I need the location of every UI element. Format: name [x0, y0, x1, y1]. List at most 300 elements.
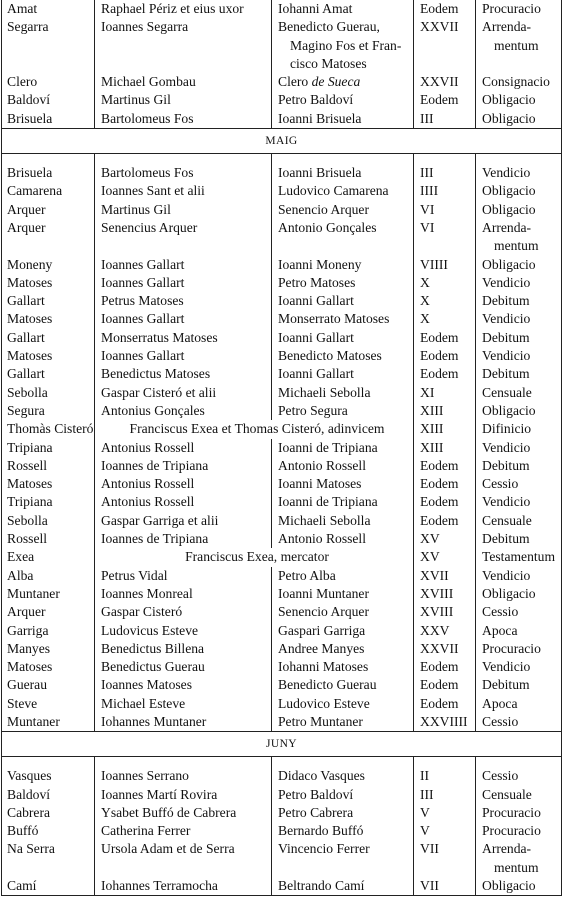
act-type-text-line2: mentum [494, 37, 539, 53]
grantor-cell: Iohannes Muntaner [95, 713, 272, 732]
grantor-cell: Ludovicus Esteve [95, 622, 272, 640]
act-type-text: Debitum [482, 293, 530, 309]
table-row [2, 475, 562, 493]
table-row [2, 420, 562, 438]
table-row [2, 384, 562, 402]
act-type-cell [476, 384, 562, 402]
act-type-cell [476, 402, 562, 420]
act-type-cell [476, 585, 562, 603]
table-row [2, 457, 562, 475]
grantor-cell: Gaspar Garriga et alii [95, 512, 272, 530]
act-type-cell [476, 695, 562, 713]
surname-cell: Segura [2, 402, 95, 420]
day-cell: II [414, 767, 476, 785]
spacer-cell [95, 757, 272, 768]
act-type-cell [476, 512, 562, 530]
day-cell: Eodem [414, 475, 476, 493]
table-row [2, 91, 562, 109]
recipient-cell [272, 347, 414, 365]
recipient-text: Ludovico Camarena [278, 183, 389, 199]
act-type-text: Procuracio [482, 804, 541, 820]
table-row [2, 622, 562, 640]
grantor-cell: Martinus Gil [95, 91, 272, 109]
surname-cell: Muntaner [2, 585, 95, 603]
table-row [2, 439, 562, 457]
day-cell: XXVII [414, 18, 476, 73]
table-row [2, 164, 562, 182]
grantor-cell: Antonius Gonçales [95, 402, 272, 420]
act-type-text: Obligacio [482, 92, 536, 108]
register-document [1, 0, 561, 896]
recipient-cell [272, 512, 414, 530]
grantor-cell: Benedictus Guerau [95, 658, 272, 676]
grantor-cell: Raphael Périz et eius uxor [95, 0, 272, 18]
act-type-text: Vendicio [482, 659, 531, 675]
grantor-cell: Ioannes de Tripiana [95, 530, 272, 548]
act-type-text: Obligacio [482, 585, 536, 601]
recipient-cell [272, 310, 414, 328]
recipient-cell [272, 713, 414, 732]
surname-cell: Thomàs Cisteró [2, 420, 95, 438]
act-type-text: Cessio [482, 713, 519, 729]
table-row [2, 0, 562, 18]
act-type-cell [476, 548, 562, 566]
surname-cell: Sebolla [2, 512, 95, 530]
act-type-cell [476, 493, 562, 511]
act-type-text: Censuale [482, 512, 532, 528]
act-type-text: Debitum [482, 457, 530, 473]
table-row [2, 110, 562, 129]
day-cell: XVII [414, 567, 476, 585]
recipient-cell [272, 0, 414, 18]
day-cell: IIII [414, 182, 476, 200]
day-cell: VI [414, 219, 476, 256]
act-type-text: Vendicio [482, 348, 531, 364]
recipient-text: Vincencio Ferrer [278, 841, 370, 857]
recipient-cell [272, 182, 414, 200]
day-cell: XXVII [414, 640, 476, 658]
parties-cell: Franciscus Exea, mercator [95, 548, 414, 566]
recipient-cell [272, 439, 414, 457]
grantor-cell: Monserratus Matoses [95, 329, 272, 347]
act-type-cell [476, 457, 562, 475]
day-cell: III [414, 786, 476, 804]
grantor-cell: Ioannes Serrano [95, 767, 272, 785]
day-cell: XXVII [414, 73, 476, 91]
table-row [2, 640, 562, 658]
section-heading: JUNY [2, 732, 562, 757]
table-row [2, 274, 562, 292]
surname-cell: Camarena [2, 182, 95, 200]
recipient-text: Senencio Arquer [278, 604, 369, 620]
day-cell: XV [414, 548, 476, 566]
grantor-cell: Ioannes de Tripiana [95, 457, 272, 475]
surname-cell: Matoses [2, 310, 95, 328]
recipient-cell [272, 274, 414, 292]
recipient-cell [272, 457, 414, 475]
grantor-cell: Petrus Matoses [95, 292, 272, 310]
recipient-text: Antonio Gonçales [278, 219, 377, 235]
recipient-cell [272, 493, 414, 511]
day-cell: VII [414, 877, 476, 896]
surname-cell: Matoses [2, 347, 95, 365]
table-row [2, 676, 562, 694]
recipient-text: Ioanni de Tripiana [278, 439, 378, 455]
day-cell: Eodem [414, 695, 476, 713]
act-type-cell [476, 256, 562, 274]
recipient-text: Ioanni Matoses [278, 476, 362, 492]
day-cell: XXV [414, 622, 476, 640]
section-spacer [2, 154, 562, 165]
act-type-text: Arrenda- [482, 841, 532, 857]
recipient-cell [272, 110, 414, 129]
spacer-cell [2, 757, 95, 768]
act-type-text: Obligacio [482, 402, 536, 418]
recipient-cell [272, 786, 414, 804]
act-type-text: Cessio [482, 604, 519, 620]
section-spacer [2, 757, 562, 768]
table-row [2, 73, 562, 91]
act-type-text: Cessio [482, 768, 519, 784]
surname-cell: Moneny [2, 256, 95, 274]
recipient-text: Gaspari Garriga [278, 622, 366, 638]
recipient-text: Petro Baldoví [278, 92, 354, 108]
grantor-cell: Ioannes Sant et alii [95, 182, 272, 200]
recipient-cell [272, 201, 414, 219]
surname-cell: Buffó [2, 822, 95, 840]
grantor-cell: Antonius Rossell [95, 475, 272, 493]
grantor-cell: Iohannes Terramocha [95, 877, 272, 896]
surname-cell: Tripiana [2, 439, 95, 457]
act-type-text: Vendicio [482, 165, 531, 181]
act-type-text: Censuale [482, 786, 532, 802]
recipient-text: Petro Segura [278, 402, 348, 418]
recipient-cell [272, 804, 414, 822]
spacer-cell [95, 154, 272, 165]
act-type-text: Vendicio [482, 567, 531, 583]
act-type-text: Debitum [482, 531, 530, 547]
recipient-text: Ioanni Moneny [278, 256, 362, 272]
day-cell: Eodem [414, 347, 476, 365]
act-type-cell [476, 365, 562, 383]
table-row [2, 658, 562, 676]
table-row [2, 548, 562, 566]
grantor-cell: Gaspar Cisteró et alii [95, 384, 272, 402]
recipient-cell [272, 658, 414, 676]
recipient-cell [272, 840, 414, 877]
surname-cell: Amat [2, 0, 95, 18]
act-type-text: Vendicio [482, 274, 531, 290]
recipient-cell [272, 676, 414, 694]
recipient-cell [272, 603, 414, 621]
table-row [2, 840, 562, 877]
recipient-cell [272, 475, 414, 493]
recipient-text: Benedicto Guerau, [278, 19, 380, 35]
recipient-cell [272, 877, 414, 896]
recipient-cell [272, 402, 414, 420]
grantor-cell: Senencius Arquer [95, 219, 272, 256]
spacer-cell [272, 757, 414, 768]
recipient-cell [272, 585, 414, 603]
grantor-cell: Catherina Ferrer [95, 822, 272, 840]
table-row [2, 530, 562, 548]
surname-cell: Guerau [2, 676, 95, 694]
surname-cell: Gallart [2, 365, 95, 383]
act-type-text: Obligacio [482, 183, 536, 199]
section-heading-row [2, 129, 562, 154]
act-type-text: Obligacio [482, 110, 536, 126]
grantor-cell: Ioannes Monreal [95, 585, 272, 603]
recipient-text: Clero [278, 74, 312, 90]
recipient-cell [272, 91, 414, 109]
recipient-cell [272, 329, 414, 347]
act-type-text: Vendicio [482, 311, 531, 327]
grantor-cell: Ioannes Martí Rovira [95, 786, 272, 804]
day-cell: Eodem [414, 512, 476, 530]
surname-cell: Alba [2, 567, 95, 585]
day-cell: XI [414, 384, 476, 402]
day-cell: Eodem [414, 457, 476, 475]
recipient-text: Petro Matoses [278, 274, 356, 290]
act-type-cell [476, 329, 562, 347]
act-type-cell [476, 658, 562, 676]
day-cell: Eodem [414, 365, 476, 383]
grantor-cell: Antonius Rossell [95, 439, 272, 457]
recipient-text: Ioanni Brisuela [278, 165, 362, 181]
act-type-cell [476, 201, 562, 219]
surname-cell: Gallart [2, 329, 95, 347]
surname-cell: Brisuela [2, 110, 95, 129]
surname-cell: Gallart [2, 292, 95, 310]
spacer-cell [272, 154, 414, 165]
grantor-cell: Benedictus Billena [95, 640, 272, 658]
act-type-text: Procuracio [482, 823, 541, 839]
recipient-cell [272, 622, 414, 640]
act-type-cell [476, 292, 562, 310]
surname-cell: Clero [2, 73, 95, 91]
day-cell: XIII [414, 439, 476, 457]
surname-cell: Baldoví [2, 786, 95, 804]
act-type-text-line2: mentum [494, 859, 539, 875]
table-row [2, 695, 562, 713]
surname-cell: Rossell [2, 457, 95, 475]
grantor-cell: Ioannes Gallart [95, 256, 272, 274]
recipient-text-line3: cisco Matoses [290, 55, 367, 71]
act-type-cell [476, 164, 562, 182]
surname-cell: Na Serra [2, 840, 95, 877]
table-row [2, 585, 562, 603]
act-type-text: Apoca [482, 695, 518, 711]
recipient-text: Petro Alba [278, 567, 336, 583]
table-row [2, 786, 562, 804]
act-type-text: Debitum [482, 677, 530, 693]
grantor-cell: Petrus Vidal [95, 567, 272, 585]
recipient-text: Ioanni de Tripiana [278, 494, 378, 510]
day-cell: Eodem [414, 658, 476, 676]
act-type-cell [476, 822, 562, 840]
act-type-cell [476, 622, 562, 640]
act-type-cell [476, 767, 562, 785]
day-cell: XVIII [414, 585, 476, 603]
table-row [2, 256, 562, 274]
surname-cell: Muntaner [2, 713, 95, 732]
surname-cell: Vasques [2, 767, 95, 785]
surname-cell: Arquer [2, 219, 95, 256]
surname-cell: Garriga [2, 622, 95, 640]
surname-cell: Tripiana [2, 493, 95, 511]
act-type-cell [476, 219, 562, 256]
act-type-cell [476, 91, 562, 109]
table-row [2, 804, 562, 822]
parties-cell: Franciscus Exea et Thomas Cisteró, adinvicem [95, 420, 414, 438]
act-type-text: Censuale [482, 384, 532, 400]
table-row [2, 182, 562, 200]
recipient-cell [272, 292, 414, 310]
table-row [2, 292, 562, 310]
recipient-text: Michaeli Sebolla [278, 512, 371, 528]
act-type-cell [476, 0, 562, 18]
day-cell: Eodem [414, 91, 476, 109]
recipient-text: Iohanni Amat [278, 1, 353, 16]
recipient-cell [272, 822, 414, 840]
recipient-cell [272, 567, 414, 585]
act-type-cell [476, 676, 562, 694]
day-cell: X [414, 292, 476, 310]
surname-cell: Steve [2, 695, 95, 713]
act-type-cell [476, 110, 562, 129]
recipient-text: Didaco Vasques [278, 768, 365, 784]
act-type-text: Vendicio [482, 494, 531, 510]
act-type-text: Testamentum [482, 549, 556, 565]
recipient-text: Beltrando Camí [278, 878, 365, 894]
table-row [2, 822, 562, 840]
recipient-text: Andree Manyes [278, 640, 365, 656]
recipient-text: Benedicto Guerau [278, 677, 377, 693]
recipient-text: Antonio Rossell [278, 531, 366, 547]
act-type-text: Difinicio [482, 421, 532, 437]
day-cell: VI [414, 201, 476, 219]
recipient-text: Ludovico Esteve [278, 695, 370, 711]
spacer-cell [414, 757, 476, 768]
act-type-text: Consignacio [482, 74, 550, 90]
recipient-text: Petro Cabrera [278, 804, 354, 820]
act-type-cell [476, 877, 562, 896]
act-type-cell [476, 530, 562, 548]
day-cell: Eodem [414, 676, 476, 694]
grantor-cell: Benedictus Matoses [95, 365, 272, 383]
act-type-text: Procuracio [482, 640, 541, 656]
table-row [2, 365, 562, 383]
recipient-cell [272, 695, 414, 713]
day-cell: XVIII [414, 603, 476, 621]
day-cell: XIII [414, 420, 476, 438]
surname-cell: Arquer [2, 201, 95, 219]
recipient-cell [272, 256, 414, 274]
recipient-text: Petro Baldoví [278, 786, 354, 802]
table-row [2, 402, 562, 420]
day-cell: III [414, 110, 476, 129]
grantor-cell: Martinus Gil [95, 201, 272, 219]
surname-cell: Exea [2, 548, 95, 566]
recipient-text: Ioanni Gallart [278, 293, 354, 309]
act-type-cell [476, 439, 562, 457]
grantor-cell: Ioannes Gallart [95, 274, 272, 292]
day-cell: X [414, 310, 476, 328]
act-type-text: Procuracio [482, 1, 541, 16]
grantor-cell: Michael Esteve [95, 695, 272, 713]
act-type-cell [476, 310, 562, 328]
recipient-cell [272, 640, 414, 658]
recipient-text: Bernardo Buffó [278, 823, 364, 839]
act-type-cell [476, 804, 562, 822]
grantor-cell: Bartolomeus Fos [95, 164, 272, 182]
recipient-cell [272, 530, 414, 548]
register-table [1, 0, 562, 896]
recipient-cell [272, 164, 414, 182]
surname-cell: Arquer [2, 603, 95, 621]
recipient-text: Ioanni Muntaner [278, 585, 369, 601]
table-row [2, 201, 562, 219]
recipient-text-line2: Magino Fos et Fran- [290, 37, 402, 53]
grantor-cell: Antonius Rossell [95, 493, 272, 511]
day-cell: Eodem [414, 0, 476, 18]
act-type-cell [476, 274, 562, 292]
table-row [2, 329, 562, 347]
recipient-text: Benedicto Matoses [278, 348, 382, 364]
act-type-text: Obligacio [482, 256, 536, 272]
recipient-cell [272, 18, 414, 73]
surname-cell: Matoses [2, 475, 95, 493]
grantor-cell: Ioannes Segarra [95, 18, 272, 73]
day-cell: V [414, 822, 476, 840]
grantor-cell: Ysabet Buffó de Cabrera [95, 804, 272, 822]
day-cell: Eodem [414, 329, 476, 347]
act-type-cell [476, 567, 562, 585]
day-cell: X [414, 274, 476, 292]
act-type-cell [476, 603, 562, 621]
surname-cell: Matoses [2, 274, 95, 292]
recipient-cell [272, 219, 414, 256]
day-cell: XIII [414, 402, 476, 420]
spacer-cell [476, 154, 562, 165]
recipient-text: Ioanni Gallart [278, 329, 354, 345]
recipient-cell [272, 384, 414, 402]
act-type-text: Arrenda- [482, 219, 532, 235]
day-cell: VIIII [414, 256, 476, 274]
act-type-cell [476, 786, 562, 804]
recipient-cell [272, 767, 414, 785]
table-row [2, 603, 562, 621]
surname-cell: Camí [2, 877, 95, 896]
act-type-cell [476, 420, 562, 438]
recipient-text: Petro Muntaner [278, 713, 363, 729]
recipient-text: Ioanni Gallart [278, 366, 354, 382]
surname-cell: Cabrera [2, 804, 95, 822]
grantor-cell: Bartolomeus Fos [95, 110, 272, 129]
grantor-cell: Ioannes Gallart [95, 347, 272, 365]
section-heading-row [2, 732, 562, 757]
act-type-text-line2: mentum [494, 238, 539, 254]
table-row [2, 18, 562, 73]
grantor-cell: Michael Gombau [95, 73, 272, 91]
act-type-cell [476, 347, 562, 365]
section-heading: MAIG [2, 129, 562, 154]
grantor-cell: Ioannes Matoses [95, 676, 272, 694]
grantor-cell: Ioannes Gallart [95, 310, 272, 328]
act-type-cell [476, 73, 562, 91]
day-cell: XV [414, 530, 476, 548]
act-type-text: Arrenda- [482, 19, 532, 35]
